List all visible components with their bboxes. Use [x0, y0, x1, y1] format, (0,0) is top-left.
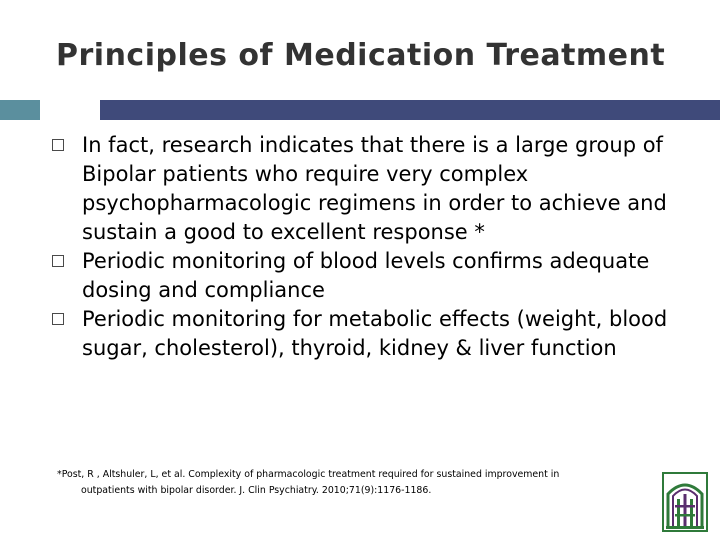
hollow-square-icon	[52, 139, 64, 151]
institution-arch-logo-icon	[662, 472, 708, 532]
bullet-text: Periodic monitoring of blood levels confirms adequate dosing and compliance	[82, 249, 650, 302]
bullet-item	[52, 305, 692, 363]
hollow-square-icon	[52, 255, 64, 267]
title-rule-accent-right	[100, 100, 720, 120]
slide-title: Principles of Medication Treatment	[56, 38, 666, 73]
hollow-square-icon	[52, 313, 64, 325]
footnote-line-2: outpatients with bipolar disorder. J. Clin Psychiatry. 2010;71(9):1176-1186.	[81, 485, 432, 496]
footnote-citation	[57, 467, 637, 499]
bullet-text: In fact, research indicates that there is a large group of Bipolar patients who require very complex psychopharmacologic regimens in order to achieve and sustain a good to excellent response *	[82, 133, 667, 244]
bullet-item	[52, 247, 692, 305]
bullet-list	[52, 131, 692, 363]
footnote-line-1: *Post, R , Altshuler, L, et al. Complexity of pharmacologic treatment required for sustained improvement in	[57, 469, 560, 480]
bullet-text: Periodic monitoring for metabolic effects (weight, blood sugar, cholesterol), thyroid, kidney & liver function	[82, 307, 668, 360]
bullet-item	[52, 131, 692, 247]
title-rule-accent-left	[0, 100, 40, 120]
